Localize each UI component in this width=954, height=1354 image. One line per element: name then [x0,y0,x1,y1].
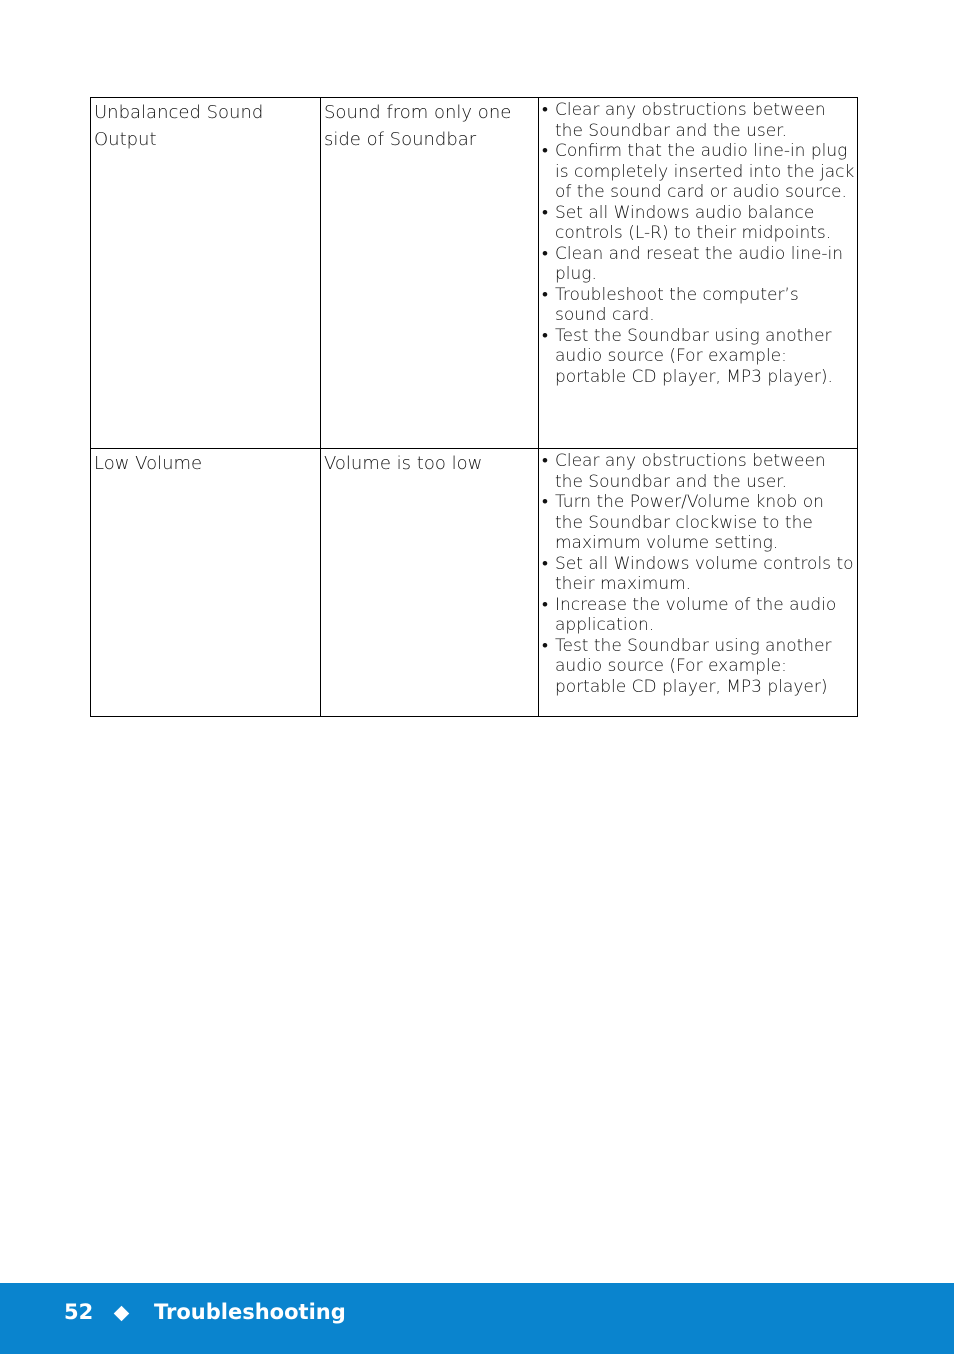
cause-text: Volume is too low [324,453,483,474]
solution-item: • Test the Soundbar using another audio source (For example: portable CD player, MP3 player) [541,636,855,698]
problem-cell [91,449,321,717]
cause-text: Sound from only one side of Soundbar [324,102,512,150]
section-title: Troubleshooting [154,1300,346,1324]
solution-item: • Turn the Power/Volume knob on the Soundbar clockwise to the maximum volume setting. [541,492,855,554]
troubleshooting-table [90,97,858,717]
solution-cell [539,98,858,449]
page-number: 52 [64,1300,94,1324]
problem-cell [91,98,321,449]
page-footer [0,1283,954,1354]
solution-item: • Clean and reseat the audio line-in plug. [541,244,855,285]
solution-list [539,449,857,697]
table-row [91,449,858,717]
solution-item: • Set all Windows audio balance controls (L-R) to their midpoints. [541,203,855,244]
solution-item: • Clear any obstructions between the Soundbar and the user. [541,100,855,141]
problem-text: Low Volume [94,453,203,474]
problem-text: Unbalanced Sound Output [94,102,264,150]
cause-cell [321,449,539,717]
solution-list [539,98,857,387]
solution-cell [539,449,858,717]
solution-item: • Clear any obstructions between the Soundbar and the user. [541,451,855,492]
solution-item: • Set all Windows volume controls to their maximum. [541,554,855,595]
solution-item: • Confirm that the audio line-in plug is completely inserted into the jack of the sound card or audio source. [541,141,855,203]
cause-cell [321,98,539,449]
solution-item: • Test the Soundbar using another audio source (For example: portable CD player, MP3 player). [541,326,855,388]
table-row [91,98,858,449]
diamond-separator-icon [114,1306,130,1322]
solution-item: • Troubleshoot the computer’s sound card. [541,285,855,326]
solution-item: • Increase the volume of the audio application. [541,595,855,636]
